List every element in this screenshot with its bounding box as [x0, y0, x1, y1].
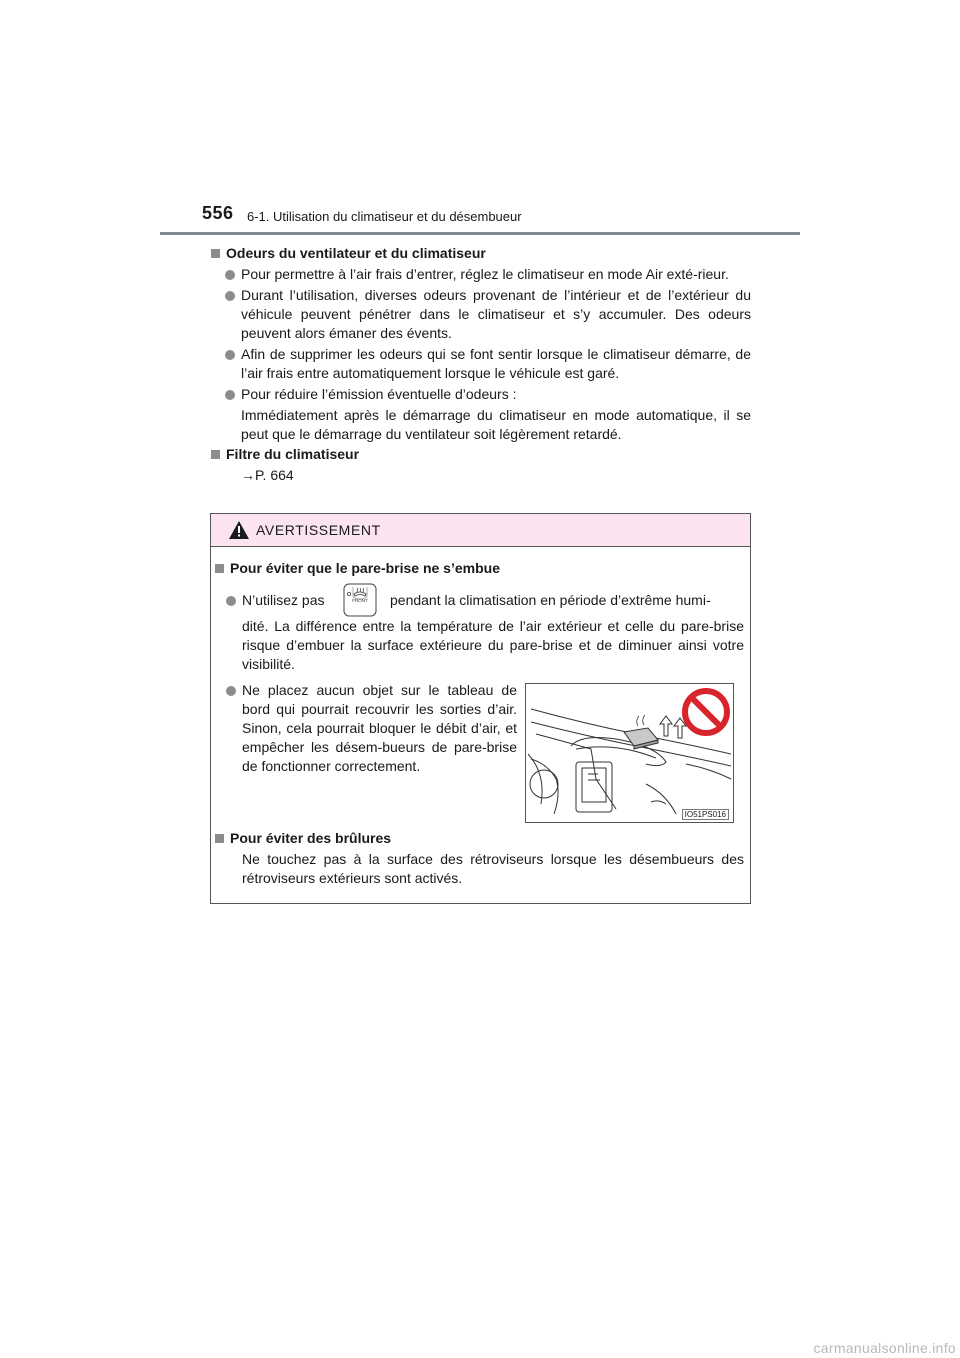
square-bullet-icon	[211, 249, 220, 258]
warning-bullet-text-start: N’utilisez pas	[242, 592, 325, 608]
section-heading-odeurs	[211, 244, 751, 263]
header-rule	[160, 232, 800, 235]
bullet-text: Pour permettre à l’air frais d’entrer, réglez le climatiseur en mode Air exté-rieur.	[241, 266, 729, 282]
bullet-item	[211, 265, 751, 284]
button-label: FRONT	[352, 598, 368, 603]
bullet-dot-icon	[225, 390, 235, 400]
page-reference-link[interactable]: →P. 664	[241, 467, 294, 483]
warning-bullet-text-rest: dité. La différence entre la température de l’air extérieur et celle du pare-brise risque d’embuer la surface extérieure du pare-brise et de diminuer ainsi votre visibilité.	[242, 618, 744, 672]
dashboard-drawing	[526, 684, 733, 822]
warning-title: AVERTISSEMENT	[256, 522, 381, 538]
bullet-text: Pour réduire l’émission éventuelle d’odeurs :	[241, 386, 517, 402]
warning-header	[211, 514, 750, 547]
warning-section-heading	[215, 559, 500, 578]
main-content	[211, 243, 751, 485]
square-bullet-icon	[215, 834, 224, 843]
warning-section-heading-text: Pour éviter des brûlures	[230, 830, 392, 846]
bullet-dot-icon	[226, 596, 236, 606]
warning-bullet-text-after-icon: pendant la climatisation en période d’extrême humi-	[390, 592, 711, 608]
chapter-title: 6-1. Utilisation du climatiseur et du désembueur	[247, 209, 522, 224]
warning-section-heading-text: Pour éviter que le pare-brise ne s’embue	[230, 560, 500, 576]
section-heading-text: Odeurs du ventilateur et du climatiseur	[226, 245, 486, 261]
warning-section-text: Ne touchez pas à la surface des rétroviseurs lorsque les désembueurs des rétroviseurs extérieurs sont activés.	[242, 851, 744, 886]
prohibited-icon	[685, 691, 727, 733]
bullet-item	[211, 286, 751, 343]
bullet-item	[211, 385, 751, 404]
warning-section-heading	[215, 829, 391, 848]
bullet-text: Durant l’utilisation, diverses odeurs provenant de l’intérieur et de l’extérieur du véhicule peuvent pénétrer dans le climatiseur et s’y accumuler. Des odeurs peuvent alors émaner des évents.	[241, 287, 751, 341]
dashboard-illustration	[525, 683, 734, 823]
square-bullet-icon	[215, 564, 224, 573]
bullet-text: Afin de supprimer les odeurs qui se font sentir lorsque le climatiseur démarre, de l’air frais entre automatiquement lorsque le véhicule est garé.	[241, 346, 751, 381]
front-defroster-button-icon	[343, 583, 377, 617]
page-number: 556	[202, 203, 234, 223]
section-heading-text: Filtre du climatiseur	[226, 446, 360, 462]
square-bullet-icon	[211, 450, 220, 459]
bullet-dot-icon	[225, 270, 235, 280]
warning-bullet-text: Ne placez aucun objet sur le tableau de bord qui pourrait recouvrir les sorties d’air. Sinon, cela pourrait bloquer le débit d’air, et empêcher les désem-bueurs de pare-brise de fonctionner correctement.	[242, 682, 517, 774]
bullet-note: Immédiatement après le démarrage du climatiseur en mode automatique, il se peut que le démarrage du ventilateur soit légèrement retardé.	[241, 407, 751, 442]
bullet-dot-icon	[225, 291, 235, 301]
warning-triangle-icon	[229, 521, 249, 539]
bullet-item	[211, 345, 751, 383]
illustration-code: IO51PS016	[682, 809, 729, 820]
watermark: carmanualsonline.info	[813, 1340, 956, 1356]
bullet-dot-icon	[225, 350, 235, 360]
section-heading-filtre	[211, 445, 751, 464]
bullet-dot-icon	[226, 686, 236, 696]
